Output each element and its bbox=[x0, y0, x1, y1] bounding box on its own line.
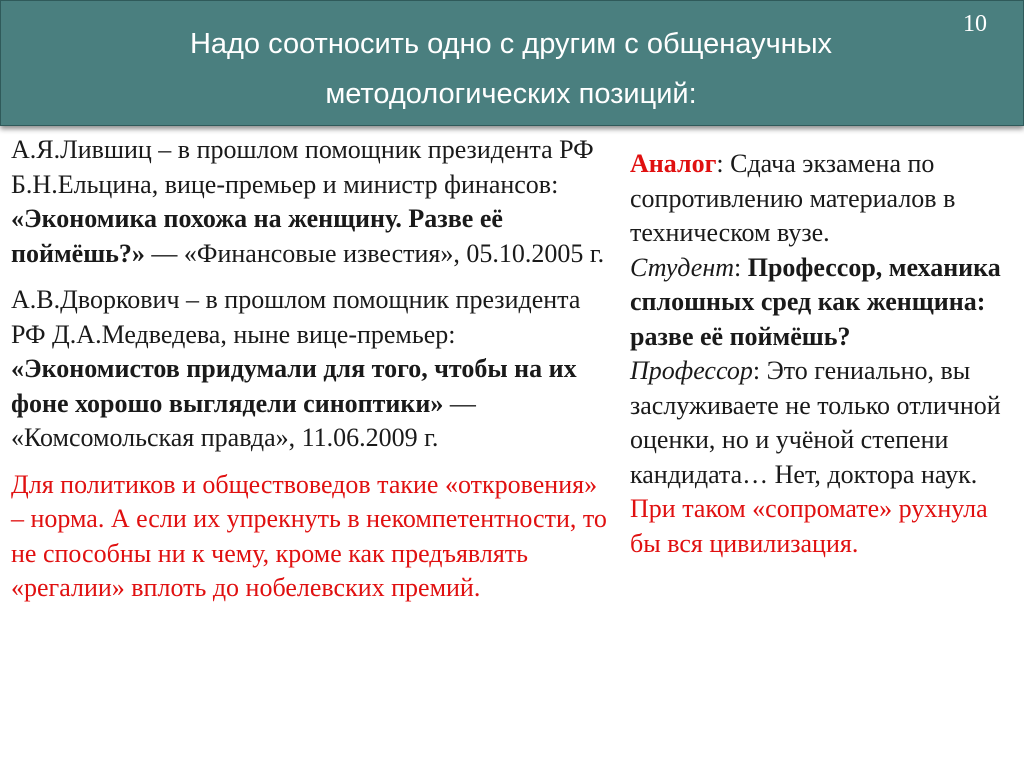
student-colon: : bbox=[734, 252, 748, 282]
dvorkovich-quote: «Экономистов придумали для того, чтобы на их фоне хорошо выглядели синоптики» bbox=[11, 354, 577, 418]
professor-text: : Это гениально, вы заслуживаете не только отличной оценки, но и учёной степени кандидата… Нет, доктора наук. bbox=[630, 356, 1001, 489]
livshits-source: — «Финансовые известия», 05.10.2005 г. bbox=[144, 238, 605, 268]
student-text: Профессор, механика сплошных сред как женщина: разве её поймёшь? bbox=[630, 252, 1001, 351]
livshits-quote-paragraph bbox=[11, 133, 607, 271]
analog-text: : Сдача экзамена по сопротивлению материалов в техническом вузе. bbox=[630, 149, 956, 247]
professor-label: Профессор bbox=[630, 356, 753, 385]
slide-title bbox=[61, 19, 961, 119]
slide-number: 10 bbox=[963, 11, 987, 37]
analog-label: Аналог bbox=[630, 149, 717, 178]
livshits-quote: «Экономика похожа на женщину. Разве её поймёшь?» bbox=[11, 204, 503, 268]
livshits-intro: А.Я.Лившиц – в прошлом помощник президента РФ Б.Н.Ельцина, вице-премьер и министр финансов: bbox=[11, 135, 594, 199]
dvorkovich-quote-paragraph bbox=[11, 283, 607, 456]
professor-paragraph bbox=[630, 354, 1006, 492]
slide-title-line-2: методологических позиций: bbox=[325, 78, 697, 110]
student-paragraph bbox=[630, 251, 1006, 355]
slide-title-bar bbox=[0, 0, 1024, 126]
right-column bbox=[630, 147, 1006, 561]
politicians-comment: Для политиков и обществоведов такие «откровения» – норма. А если их упрекнуть в некомпетентности, то не способны ни к чему, кроме как предъявлять «регалии» вплоть до нобелевских премий. bbox=[11, 469, 607, 602]
student-label: Студент bbox=[630, 252, 734, 282]
slide-title-line-1: Надо соотносить одно с другим с общенаучных bbox=[189, 28, 833, 60]
left-column bbox=[11, 133, 607, 618]
analog-paragraph bbox=[630, 147, 1006, 251]
dvorkovich-source: — «Комсомольская правда», 11.06.2009 г. bbox=[11, 388, 476, 452]
dvorkovich-intro: А.В.Дворкович – в прошлом помощник президента РФ Д.А.Медведева, ныне вице-премьер: bbox=[11, 285, 581, 349]
conclusion-text: При таком «сопромате» рухнула бы вся цивилизация. bbox=[630, 494, 988, 558]
